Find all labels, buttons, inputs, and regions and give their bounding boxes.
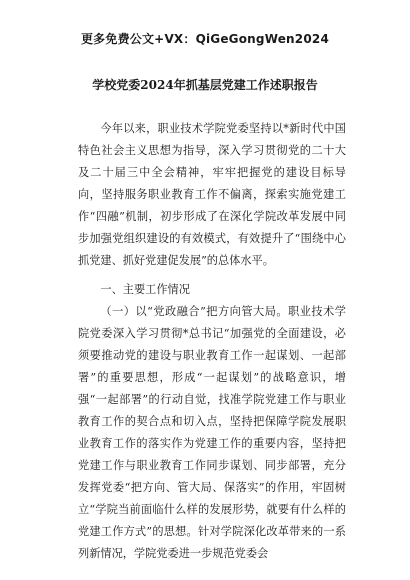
paragraph-section-1: （一）以“党政融合”把方向管大局。职业技术学院党委深入学习贯彻*总书记“加强党的全面建设，必须要推动党的建设与职业教育工作一起谋划、一起部署”的重要思想，形成“一起谋划”的战略意识，增强“一起部署”的行动自觉，找准学院党建工作与职业教育工作的契合点和切入点，坚持把保障学院发展职业教育工作的落实作为党建工作的重要内容，坚持把党建工作与职业教育工作同步谋划、同步部署，充分发挥党委“把方向、管大局、保落实”的作用，牢固树立“学院当前面临什么样的发展形势，就要有什么样的党建工作方式”的思想。针对学院深化改革带来的一系列新情况，学院党委进一步规范党委会 xyxy=(78,305,346,560)
section-heading: 一、主要工作情况 xyxy=(100,283,190,296)
document-body xyxy=(78,118,346,565)
document-title: 学校党委2024年抓基层党建工作述职报告 xyxy=(92,78,318,92)
promo-header: 更多免费公文+VX：QiGeGongWen2024 xyxy=(80,32,329,46)
paragraph-intro: 今年以来，职业技术学院党委坚持以*新时代中国特色社会主义思想为指导，深入学习贯彻党的二十大及二十届三中全会精神，牢牢把握党的建设目标导向，坚持服务职业教育工作不偏离，探索实施党建工作“四融”机制，初步形成了在深化学院改革发展中同步加强党组织建设的有效模式，有效提升了“围绕中心抓党建、抓好党建促发展”的总体水平。 xyxy=(78,122,346,267)
